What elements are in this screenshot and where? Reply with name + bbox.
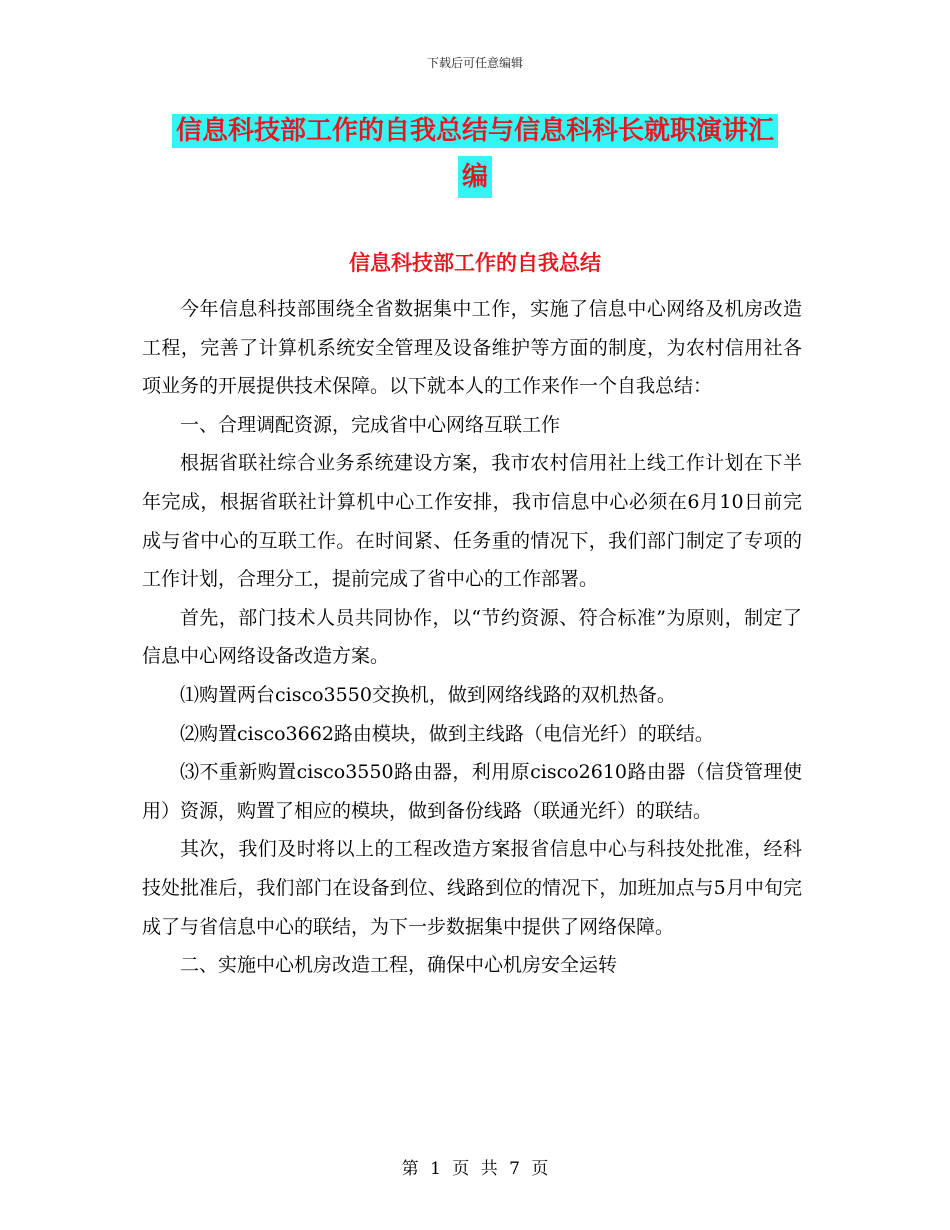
document-title [0,112,950,198]
list-item: ⑴购置两台cisco3550交换机，做到网络线路的双机热备。 [180,683,676,706]
paragraph: 根据省联社综合业务系统建设方案，我市农村信用社上线工作计划在下半年完成，根据省联社计算机中心工作安排，我市信息中心必须在6月10日前完成与省中心的互联工作。在时间紧、任务重的情况下，我们部门制定了专项的工作计划，合理分工，提前完成了省中心的工作部署。 [142,452,802,591]
header-note: 下载后可任意编辑 [426,56,523,70]
paragraph: 今年信息科技部围绕全省数据集中工作，实施了信息中心网络及机房改造工程，完善了计算机系统安全管理及设备维护等方面的制度，为农村信用社各项业务的开展提供技术保障。以下就本人的工作来作一个自我总结： [142,298,802,398]
page-footer: 第 1 页 共 7 页 [401,1159,549,1179]
list-item: ⑵购置cisco3662路由模块，做到主线路（电信光纤）的联结。 [180,722,714,745]
paragraph: 首先，部门技术人员共同协作，以“节约资源、符合标准”为原则，制定了信息中心网络设备改造方案。 [142,606,802,668]
document-title-line2: 编 [458,156,492,198]
section-heading: 二、实施中心机房改造工程，确保中心机房安全运转 [180,954,618,977]
paragraph: 其次，我们及时将以上的工程改造方案报省信息中心与科技处批准，经科技处批准后，我们部门在设备到位、线路到位的情况下，加班加点与5月中旬完成了与省信息中心的联结，为下一步数据集中提供了网络保障。 [142,838,802,938]
list-item: ⑶不重新购置cisco3550路由器，利用原cisco2610路由器（信贷管理使用）资源，购置了相应的模块，做到备份线路（联通光纤）的联结。 [142,761,802,822]
section-heading: 一、合理调配资源，完成省中心网络互联工作 [180,413,561,436]
document-title-line1: 信息科技部工作的自我总结与信息科科长就职演讲汇 [172,114,778,148]
body-text [142,290,802,985]
section-title: 信息科技部工作的自我总结 [349,251,601,275]
